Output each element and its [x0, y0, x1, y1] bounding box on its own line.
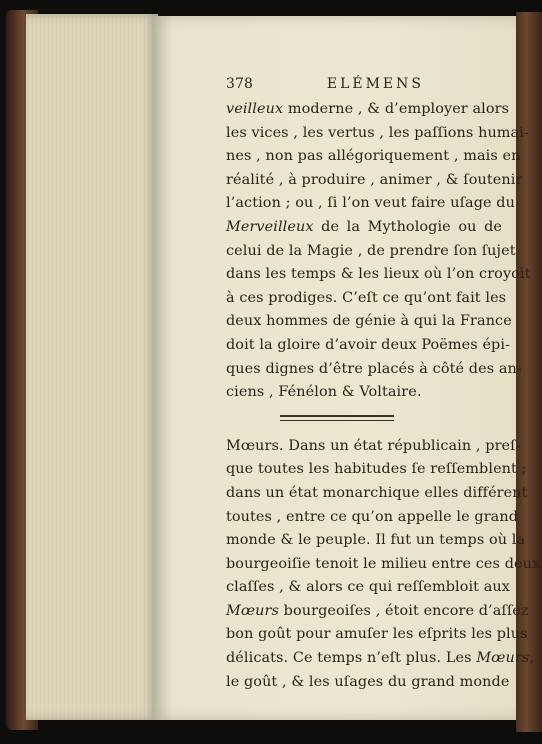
- text-line: [226, 334, 511, 358]
- page-header: [226, 76, 424, 98]
- page-number: 378: [226, 76, 254, 92]
- line-text: que toutes les habitudes ſe reſſemblent ;: [226, 461, 527, 478]
- line-text: bourgeoiſie tenoit le milieu entre ces deux: [226, 555, 541, 572]
- line-text: de la Mythologie ou de: [313, 218, 502, 235]
- line-text: dans les temps & les lieux où l’on croyoit: [226, 266, 531, 283]
- line-text: monde & le peuple. Il fut un temps où la: [226, 532, 526, 549]
- text-line: [226, 192, 515, 216]
- text-line: [226, 576, 511, 600]
- text-line: [226, 600, 529, 624]
- line-text: bourgeoiſes , étoit encore d’aſſez: [279, 602, 529, 619]
- text-line: [226, 435, 521, 459]
- text-line: [226, 529, 526, 553]
- text-line: [226, 287, 507, 311]
- section-divider: [280, 415, 394, 421]
- text-line: [226, 169, 523, 193]
- line-text: délicats. Ce temps n’eſt plus. Les: [226, 650, 477, 667]
- italic-text: Mœurs: [226, 602, 279, 619]
- text-line: [226, 122, 529, 146]
- paragraph-2: [226, 435, 541, 695]
- line-text: le goût , & les uſages du grand monde: [226, 673, 510, 690]
- line-text: à ces prodiges. C’eſt ce qu’ont fait les: [226, 289, 507, 306]
- line-text: les vices , les vertus , les paſſions humai-: [226, 124, 529, 141]
- line-text: ques dignes d’être placés à côté des an-: [226, 360, 522, 377]
- line-text: claſſes , & alors ce qui reſſembloit aux: [226, 579, 511, 596]
- text-line: [226, 145, 521, 169]
- text-line: [226, 263, 531, 287]
- page-text: [226, 76, 541, 694]
- text-line: [226, 310, 512, 334]
- line-text: réalité , à produire , animer , & ſoutenir: [226, 171, 523, 188]
- text-line: [226, 358, 522, 382]
- line-text: celui de la Magie , de prendre ſon ſujet: [226, 242, 516, 259]
- line-text: toutes , entre ce qu’on appelle le grand: [226, 508, 519, 525]
- line-text: ciens , Fénélon & Voltaire.: [226, 384, 422, 401]
- paragraph-1: [226, 98, 531, 405]
- text-line: [226, 506, 519, 530]
- line-text: dans un état monarchique elles différent: [226, 484, 528, 501]
- line-text: doit la gloire d’avoir deux Poëmes épi-: [226, 336, 511, 353]
- text-line: [226, 381, 502, 405]
- line-text: moderne , & d’employer alors: [283, 101, 510, 117]
- text-line: [226, 623, 528, 647]
- text-line: [226, 553, 541, 577]
- italic-text: Mœurs: [476, 650, 530, 667]
- line-text: nes , non pas allégoriquement , mais en: [226, 148, 521, 165]
- line-text: ,: [529, 650, 534, 667]
- text-line: [226, 647, 534, 671]
- line-text: deux hommes de génie à qui la France: [226, 313, 512, 330]
- running-title: ELÉMENS: [326, 76, 424, 92]
- text-line: [226, 98, 510, 122]
- text-line: [226, 482, 528, 506]
- text-line: [226, 671, 510, 695]
- line-text: Mœurs. Dans un état républicain , preſ-: [226, 437, 521, 454]
- page-edges: [26, 14, 158, 720]
- line-text: l’action ; ou , ſi l’on veut faire uſage du: [226, 195, 515, 212]
- text-line: [226, 240, 516, 264]
- italic-text: Merveilleux: [226, 218, 314, 235]
- italic-text: veilleux: [226, 101, 284, 117]
- line-text: bon goût pour amuſer les eſprits les plus: [226, 626, 528, 643]
- text-line: [226, 458, 527, 482]
- text-line: [226, 216, 502, 240]
